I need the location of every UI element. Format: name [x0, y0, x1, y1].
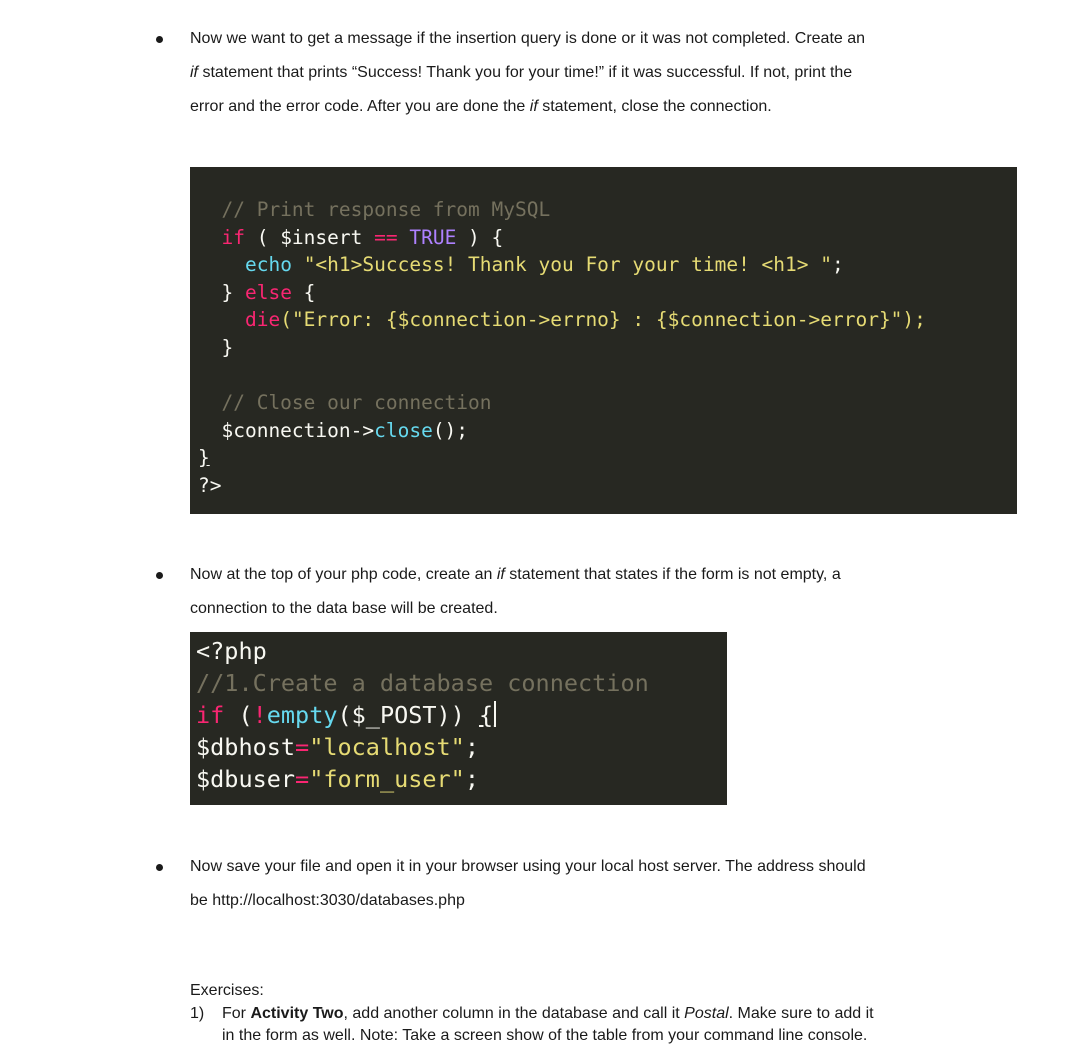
- bullet-top-if-statement: [0, 558, 1080, 630]
- paragraph-line: be http://localhost:3030/databases.php: [190, 892, 465, 909]
- bullet-dot: [156, 864, 163, 871]
- text-span: error and the error code. After you are done the: [190, 98, 530, 115]
- bullet-text: [190, 558, 960, 626]
- code-operator: =: [295, 765, 310, 793]
- paragraph-line: connection to the data base will be created.: [190, 600, 498, 617]
- code-operator: =: [295, 733, 310, 761]
- code-keyword: if: [221, 225, 245, 249]
- exercise-item-1: [190, 1003, 960, 1047]
- paragraph-line: Now we want to get a message if the insertion query is done or it was not completed. Create an: [190, 30, 866, 47]
- code-constant: TRUE: [409, 225, 457, 249]
- text-span: , add another column in the database and call it: [343, 1005, 685, 1022]
- code-comment: //1.Create a database connection: [196, 669, 649, 697]
- code-text-span: ($_POST)): [337, 701, 479, 729]
- code-text-span: {: [478, 701, 494, 729]
- text-span: . Make sure to add it: [728, 1005, 874, 1022]
- text-span: statement, close the connection.: [537, 98, 772, 115]
- code-function: empty: [266, 701, 338, 729]
- code-string: "localhost": [309, 733, 465, 761]
- code-text-span: <?php: [196, 637, 267, 665]
- bullet-dot: [156, 36, 163, 43]
- bullet-save-and-open: [0, 850, 1080, 922]
- paragraph-line: Now save your file and open it in your browser using your local host server. The address should: [190, 858, 866, 875]
- italic-if: if: [529, 98, 538, 115]
- code-comment: // Close our connection: [221, 391, 492, 415]
- code-text-span: {: [291, 280, 316, 304]
- text-span: For: [222, 1005, 251, 1022]
- code-text-span: }: [221, 335, 234, 359]
- text-span: statement that prints “Success! Thank you for your time!” if it was successful. If not, print the: [198, 64, 853, 81]
- code-text-span: ?>: [198, 473, 222, 497]
- code-text-span: $connection->: [221, 418, 375, 442]
- exercise-line: in the form as well. Note: Take a screen show of the table from your command line console.: [222, 1027, 868, 1044]
- code-text: [196, 635, 649, 795]
- code-keyword: if: [196, 701, 225, 729]
- code-text-span: ();: [432, 418, 469, 442]
- code-text-span: (: [224, 701, 253, 729]
- italic-if: if: [190, 64, 198, 81]
- italic-postal: Postal: [684, 1005, 729, 1022]
- code-screenshot-db-connection: [190, 632, 727, 805]
- code-comment: // Print response from MySQL: [221, 198, 551, 221]
- code-text: [198, 196, 926, 500]
- bullet-dot: [156, 572, 163, 579]
- italic-if: if: [496, 566, 505, 583]
- code-string: "form_user": [309, 765, 465, 793]
- code-text-span: }: [198, 446, 210, 470]
- paragraph-line: [190, 90, 960, 124]
- code-operator: !: [252, 701, 267, 729]
- paragraph-line: [190, 558, 960, 592]
- code-text-span: $dbhost: [196, 733, 296, 761]
- text-cursor-icon: [494, 701, 496, 727]
- exercises-heading: Exercises:: [190, 982, 264, 999]
- bullet-text: [190, 22, 960, 124]
- exercise-number: 1): [190, 1005, 205, 1022]
- code-text-span: ;: [464, 733, 479, 761]
- code-text-span: ;: [832, 253, 844, 277]
- exercise-line: [222, 1003, 960, 1025]
- code-text-span: }: [221, 280, 245, 304]
- code-function: echo: [244, 253, 292, 277]
- exercise-body: [222, 1003, 960, 1047]
- code-function: close: [374, 418, 433, 442]
- paragraph-line: [190, 56, 960, 90]
- bullet-insertion-message: [0, 22, 1080, 132]
- code-text-span: ;: [464, 765, 479, 793]
- code-text-span: ) {: [456, 225, 504, 249]
- code-text-span: ( $insert: [244, 225, 375, 249]
- code-string: "<h1>Success! Thank you For your time! <h1> ": [303, 253, 832, 277]
- code-keyword: else: [244, 280, 292, 304]
- code-text-span: $dbuser: [196, 765, 296, 793]
- text-span: Now at the top of your php code, create an: [190, 566, 497, 583]
- code-operator: ==: [374, 225, 398, 249]
- bold-activity-two: Activity Two: [250, 1005, 344, 1022]
- code-string: ("Error: {$connection->errno} : {$connection->error}");: [280, 308, 926, 332]
- code-function: die: [244, 308, 281, 332]
- text-span: statement that states if the form is not empty, a: [504, 566, 841, 583]
- code-screenshot-print-response: [190, 167, 1017, 514]
- bullet-text: [190, 850, 960, 918]
